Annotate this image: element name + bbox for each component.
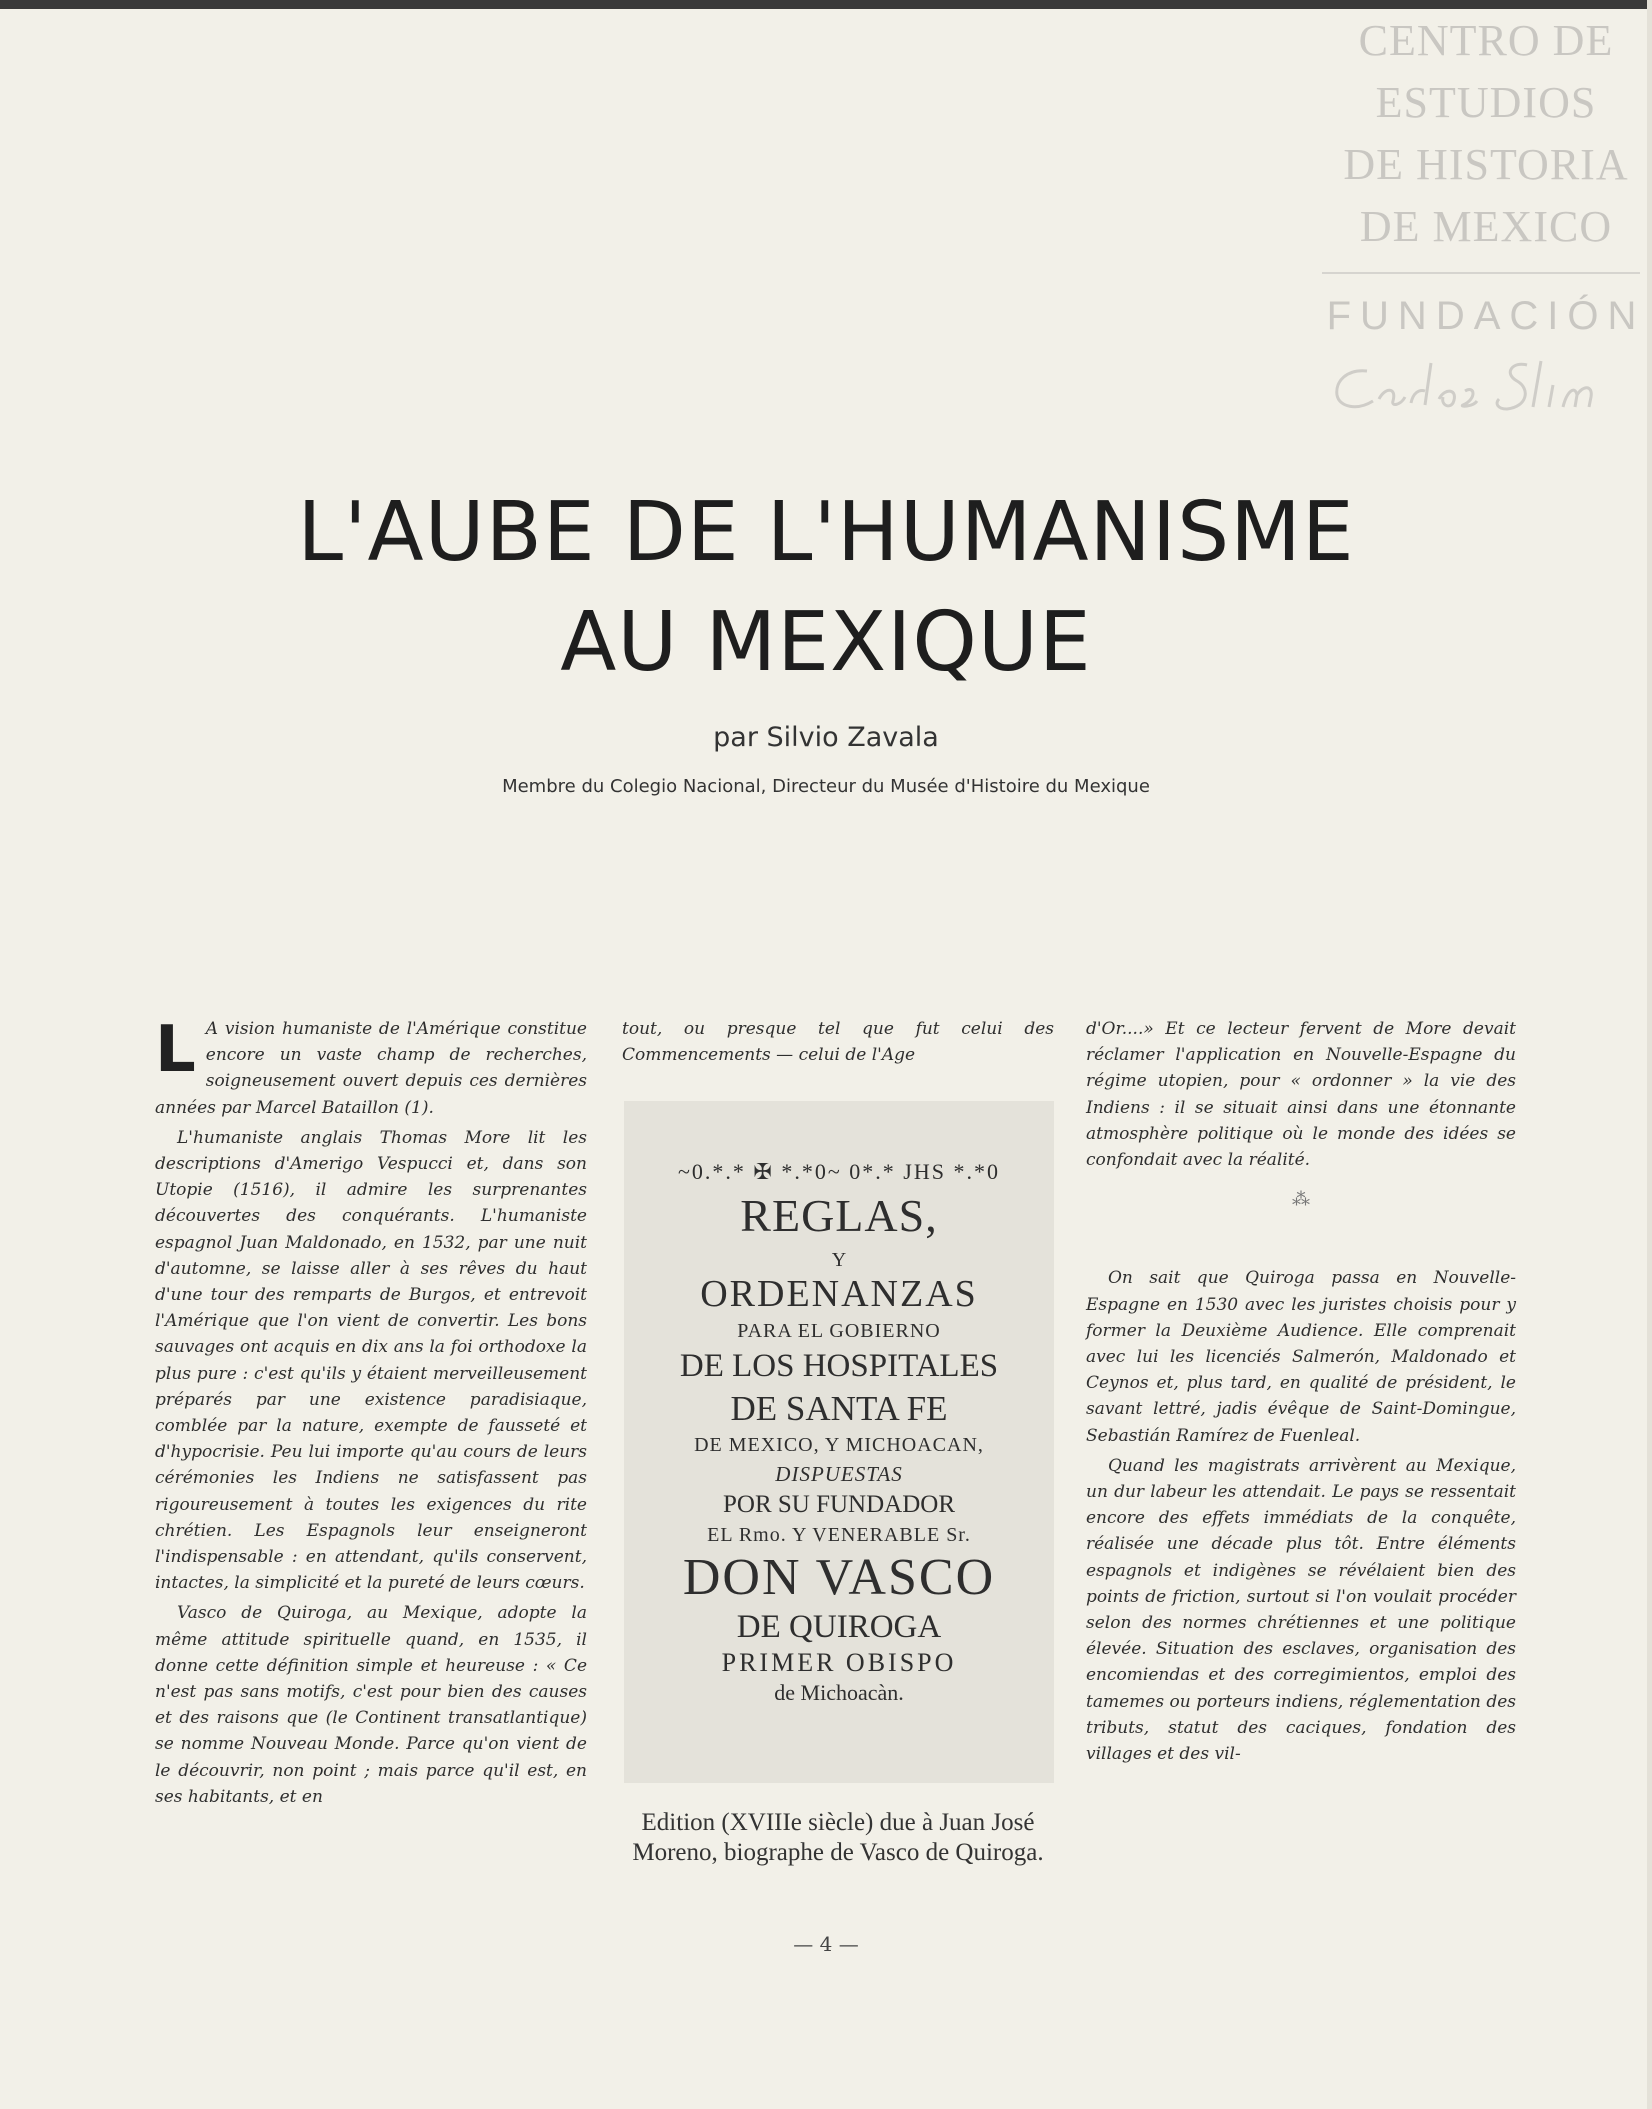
watermark-line: CENTRO DE xyxy=(1358,16,1614,65)
signature-logo xyxy=(1320,351,1652,425)
paragraph: L A vision humaniste de l'Amérique constitue encore un vaste champ de recherches, soigneusement ouvert depuis ces dernières années par Marcel Bataillon (1). xyxy=(155,1013,587,1118)
author-affiliation: Membre du Colegio Nacional, Directeur du Musée d'Histoire du Mexique xyxy=(502,776,1150,797)
figure-caption: Edition (XVIIIe siècle) due à Juan José Moreno, biographe de Vasco de Quiroga. xyxy=(632,1809,1044,1866)
watermark-foundation: FUNDACIÓN xyxy=(1326,294,1646,338)
figure-line: EL Rmo. Y VENERABLE Sr. xyxy=(707,1524,971,1546)
figure-line: DE LOS HOSPITALES xyxy=(679,1348,999,1384)
section-separator: ⁂ xyxy=(1292,1189,1310,1211)
figure-line: DE QUIROGA xyxy=(736,1609,942,1645)
author-byline: par Silvio Zavala xyxy=(713,722,939,753)
article-title xyxy=(0,478,1652,698)
scan-top-edge xyxy=(0,0,1652,9)
watermark-line: DE HISTORIA xyxy=(1343,140,1629,189)
figure-line: DE MEXICO, Y MICHOACAN, xyxy=(694,1434,984,1456)
book-title-page-image xyxy=(624,1101,1054,1783)
ornament-monogram: ~0.*.* ✠ *.*0~ 0*.* JHS *.*0 xyxy=(678,1159,1000,1184)
figure-line: POR SU FUNDADOR xyxy=(723,1491,955,1518)
figure-line: PARA EL GOBIERNO xyxy=(737,1320,941,1342)
paragraph: L'humaniste anglais Thomas More lit les descriptions d'Amerigo Vespucci et, dans son Utopie (1516), il admire les surprenantes découvertes des conquérants. L'humaniste espagnol Juan Maldonado, en 1532, par une nuit d'automne, se laisse aller à ses rêves du haut d'une tour des remparts de Burgos, et entrevoit l'Amérique que l'on vient de convertir. Les bons sauvages ont acquis en dix ans la foi orthodoxe la plus pure : c'est qu'ils y étaient merveilleusement préparés par une existence paradisiaque, comblée par la nature, exempte de fausseté et d'hypocrisie. Peu lui importe qu'au cours de leurs cérémonies les Indiens ne satisfassent pas rigoureusement à toutes les exigences du rite chrétien. Les Espagnols leur enseigneront l'indispensable : en attendant, qu'ils conservent, intactes, la simplicité et la pureté de leurs cœurs. xyxy=(155,1127,587,1594)
paragraph: Quand les magistrats arrivèrent au Mexique, un dur labeur les attendait. Le pays se ressentait encore des effets immédiats de la conquête, réalisée une décade plus tôt. Entre éléments espagnols et indigènes se révélaient bien des points de friction, surtout si l'on voulait procéder selon des normes chrétiennes et une politique élevée. Situation des esclaves, organisation des encomiendas et des corregimientos, emploi des tamemes ou porteurs indiens, réglementation des tributs, statut des caciques, fondation des villages et des vil- xyxy=(1086,1455,1516,1765)
figure-line: REGLAS, xyxy=(740,1190,938,1241)
paragraph: d'Or....» Et ce lecteur fervent de More devait réclamer l'application en Nouvelle-Espagne du régime utopien, pour « ordonner » la vie des Indiens : il se situait ainsi dans une étonnante atmosphère politique où le monde des idées se confondait avec la réalité. xyxy=(1086,1019,1516,1171)
drop-cap: L xyxy=(155,1013,196,1087)
paragraph: Vasco de Quiroga, au Mexique, adopte la même attitude spirituelle quand, en 1535, il donne cette définition simple et heureuse : « Ce n'est pas sans motifs, c'est pour bien des causes et des raisons que (le Continent transatlantique) se nomme Nouveau Monde. Parce qu'on vient de le découvrir, non point ; mais parce qu'il est, en ses habitants, et en xyxy=(155,1603,587,1807)
title-line: L'AUBE DE L'HUMANISME xyxy=(297,485,1355,580)
title-line: AU MEXIQUE xyxy=(560,595,1092,690)
figure-line: DE SANTA FE xyxy=(730,1389,948,1428)
page-number: — 4 — xyxy=(793,1932,859,1956)
paragraph: tout, ou presque tel que fut celui des Commencements — celui de l'Age xyxy=(622,1019,1054,1066)
text-column-3 xyxy=(1086,1016,1516,1767)
text-column-2 xyxy=(622,1016,1054,1068)
figure-line: ORDENANZAS xyxy=(700,1273,978,1315)
figure-line: de Michoacàn. xyxy=(774,1680,904,1705)
figure-line: Y xyxy=(831,1249,847,1271)
figure-line: DON VASCO xyxy=(682,1549,996,1606)
watermark-line: DE MEXICO xyxy=(1359,202,1613,251)
watermark-line: ESTUDIOS xyxy=(1375,78,1597,127)
watermark xyxy=(1320,10,1652,425)
watermark-divider xyxy=(1322,272,1640,274)
figure-line: DISPUESTAS xyxy=(775,1462,903,1486)
figure-line: PRIMER OBISPO xyxy=(721,1648,957,1677)
paragraph: On sait que Quiroga passa en Nouvelle-Espagne en 1530 avec les juristes choisis pour y former la Deuxième Audience. Elle comprenait avec lui les licenciés Salmerón, Maldonado et Ceynos et, plus tard, en qualité de président, le savant lettré, jadis évêque de Saint-Domingue, Sebastián Ramírez de Fuenleal. xyxy=(1086,1268,1516,1446)
text-column-1 xyxy=(155,1013,587,1810)
